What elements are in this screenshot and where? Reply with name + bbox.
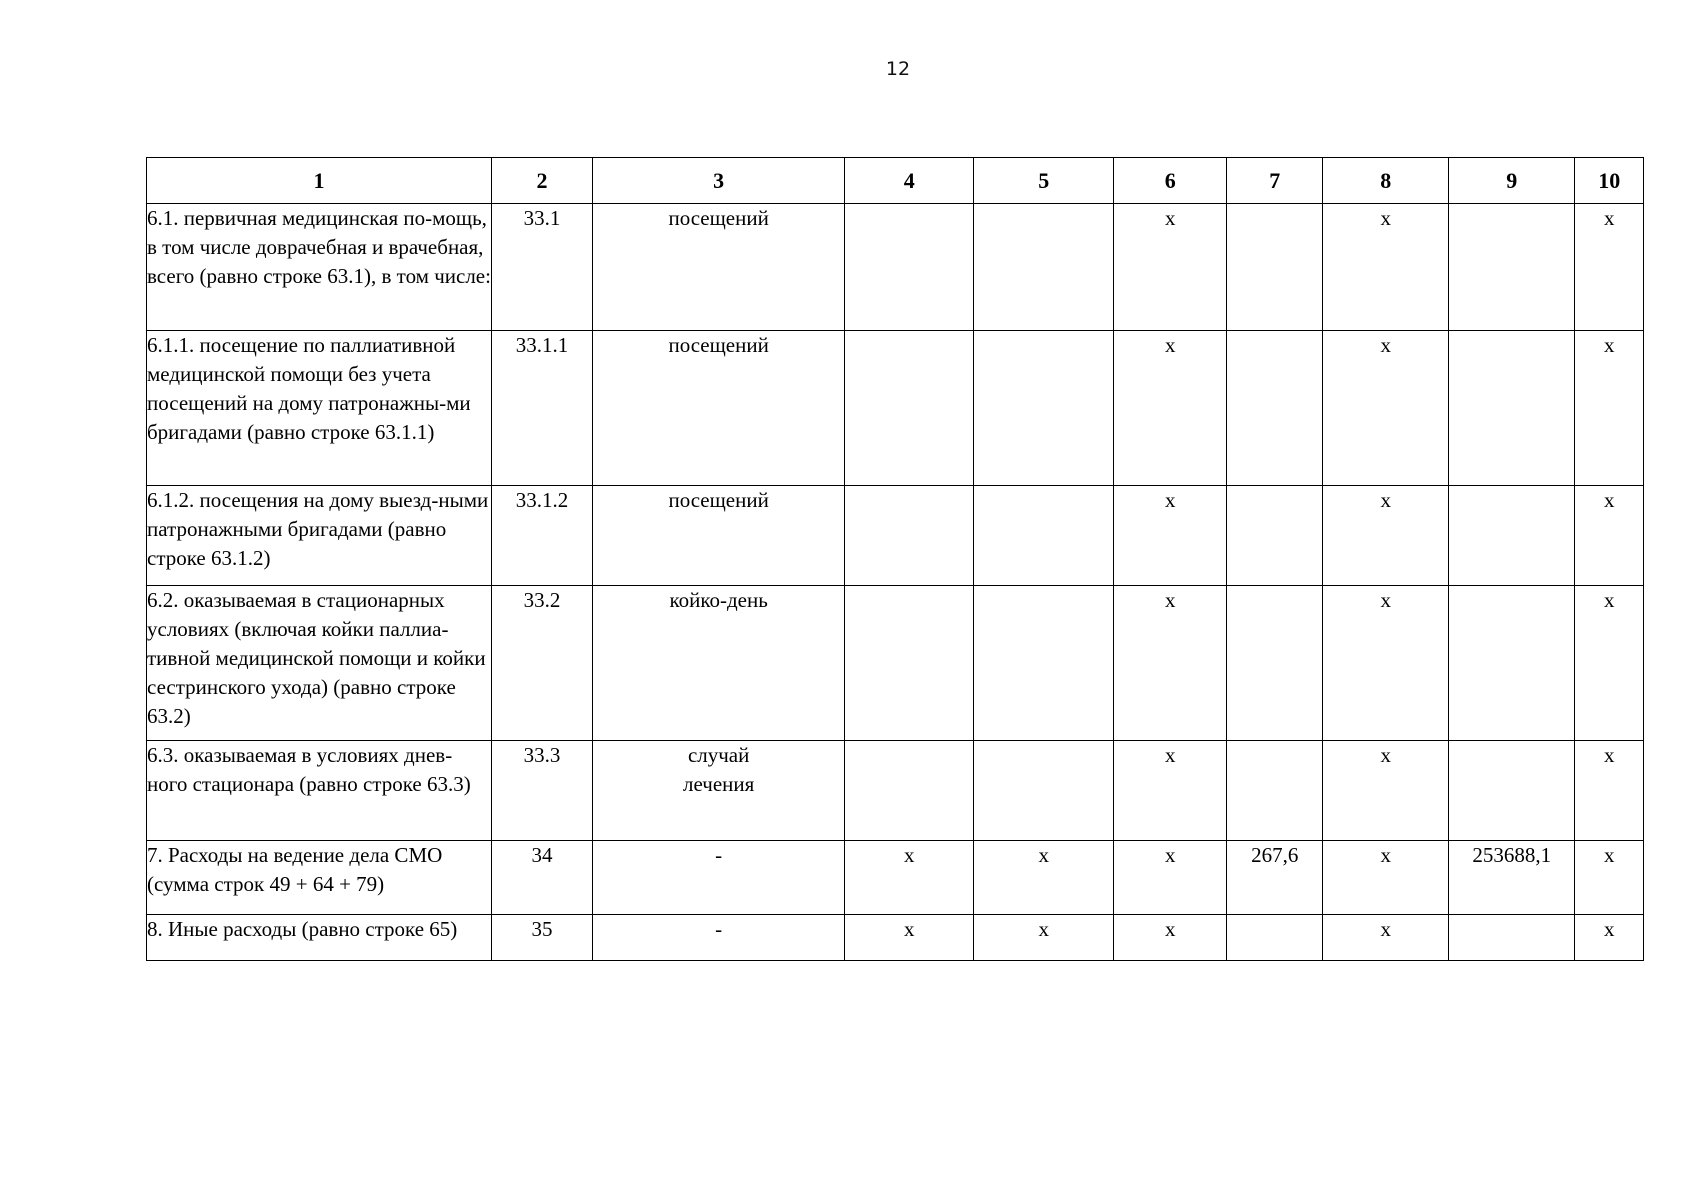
row-label: 6.3. оказываемая в условиях днев-ного стационара (равно строке 63.3) — [147, 741, 492, 841]
cell-col10: x — [1575, 741, 1644, 841]
cell-col8: x — [1323, 915, 1449, 961]
cell-col8: x — [1323, 486, 1449, 586]
header-row — [147, 158, 1644, 204]
column-header: 9 — [1449, 158, 1575, 204]
cell-col4 — [845, 204, 974, 331]
row-unit: - — [593, 841, 845, 915]
cell-col5: x — [974, 915, 1114, 961]
cell-col10: x — [1575, 841, 1644, 915]
row-code: 33.2 — [492, 586, 593, 741]
column-header: 2 — [492, 158, 593, 204]
page-number: 12 — [885, 58, 911, 80]
cell-col6: x — [1114, 915, 1227, 961]
report-table — [146, 157, 1644, 961]
column-header: 1 — [147, 158, 492, 204]
column-header: 5 — [974, 158, 1114, 204]
cell-col8: x — [1323, 586, 1449, 741]
cell-col5 — [974, 586, 1114, 741]
row-label: 8. Иные расходы (равно строке 65) — [147, 915, 492, 961]
row-unit: - — [593, 915, 845, 961]
cell-col10: x — [1575, 486, 1644, 586]
cell-col9: 253688,1 — [1449, 841, 1575, 915]
cell-col7 — [1227, 915, 1323, 961]
cell-col8: x — [1323, 841, 1449, 915]
row-code: 34 — [492, 841, 593, 915]
cell-col5 — [974, 204, 1114, 331]
row-label: 6.1.2. посещения на дому выезд-ными патронажными бригадами (равно строке 63.1.2) — [147, 486, 492, 586]
cell-col4: x — [845, 915, 974, 961]
cell-col6: x — [1114, 586, 1227, 741]
cell-col10: x — [1575, 915, 1644, 961]
row-label: 7. Расходы на ведение дела СМО (сумма строк 49 + 64 + 79) — [147, 841, 492, 915]
cell-col9 — [1449, 586, 1575, 741]
row-label: 6.1.1. посещение по паллиативной медицинской помощи без учета посещений на дому патронажны-ми бригадами (равно строке 63.1.1) — [147, 331, 492, 486]
cell-col6: x — [1114, 331, 1227, 486]
cell-col9 — [1449, 486, 1575, 586]
cell-col9 — [1449, 915, 1575, 961]
row-code: 33.3 — [492, 741, 593, 841]
cell-col7 — [1227, 741, 1323, 841]
cell-col8: x — [1323, 204, 1449, 331]
cell-col9 — [1449, 204, 1575, 331]
table-row — [147, 204, 1644, 331]
cell-col4 — [845, 331, 974, 486]
cell-col8: x — [1323, 741, 1449, 841]
row-code: 33.1.1 — [492, 331, 593, 486]
column-header: 4 — [845, 158, 974, 204]
cell-col7 — [1227, 204, 1323, 331]
table-row — [147, 841, 1644, 915]
cell-col6: x — [1114, 204, 1227, 331]
cell-col7 — [1227, 586, 1323, 741]
cell-col5 — [974, 331, 1114, 486]
cell-col4: x — [845, 841, 974, 915]
row-label: 6.1. первичная медицинская по-мощь, в том числе доврачебная и врачебная, всего (равно строке 63.1), в том числе: — [147, 204, 492, 331]
column-header: 3 — [593, 158, 845, 204]
cell-col6: x — [1114, 841, 1227, 915]
row-code: 35 — [492, 915, 593, 961]
cell-col6: x — [1114, 486, 1227, 586]
cell-col9 — [1449, 741, 1575, 841]
table-row — [147, 915, 1644, 961]
cell-col10: x — [1575, 204, 1644, 331]
cell-col4 — [845, 741, 974, 841]
cell-col4 — [845, 486, 974, 586]
column-header: 7 — [1227, 158, 1323, 204]
row-unit: случай лечения — [593, 741, 845, 841]
column-header: 8 — [1323, 158, 1449, 204]
cell-col7 — [1227, 486, 1323, 586]
row-code: 33.1 — [492, 204, 593, 331]
cell-col9 — [1449, 331, 1575, 486]
row-label: 6.2. оказываемая в стационарных условиях (включая койки паллиа-тивной медицинской помощи и койки сестринского ухода) (равно строке 63.2) — [147, 586, 492, 741]
table-row — [147, 586, 1644, 741]
table-row — [147, 486, 1644, 586]
cell-col10: x — [1575, 586, 1644, 741]
table-row — [147, 331, 1644, 486]
cell-col5 — [974, 486, 1114, 586]
row-unit: койко-день — [593, 586, 845, 741]
cell-col8: x — [1323, 331, 1449, 486]
table-row — [147, 741, 1644, 841]
column-header: 10 — [1575, 158, 1644, 204]
cell-col5 — [974, 741, 1114, 841]
column-header: 6 — [1114, 158, 1227, 204]
row-unit: посещений — [593, 204, 845, 331]
row-unit: посещений — [593, 486, 845, 586]
row-code: 33.1.2 — [492, 486, 593, 586]
cell-col5: x — [974, 841, 1114, 915]
cell-col10: x — [1575, 331, 1644, 486]
cell-col7: 267,6 — [1227, 841, 1323, 915]
cell-col6: x — [1114, 741, 1227, 841]
row-unit: посещений — [593, 331, 845, 486]
cell-col4 — [845, 586, 974, 741]
cell-col7 — [1227, 331, 1323, 486]
